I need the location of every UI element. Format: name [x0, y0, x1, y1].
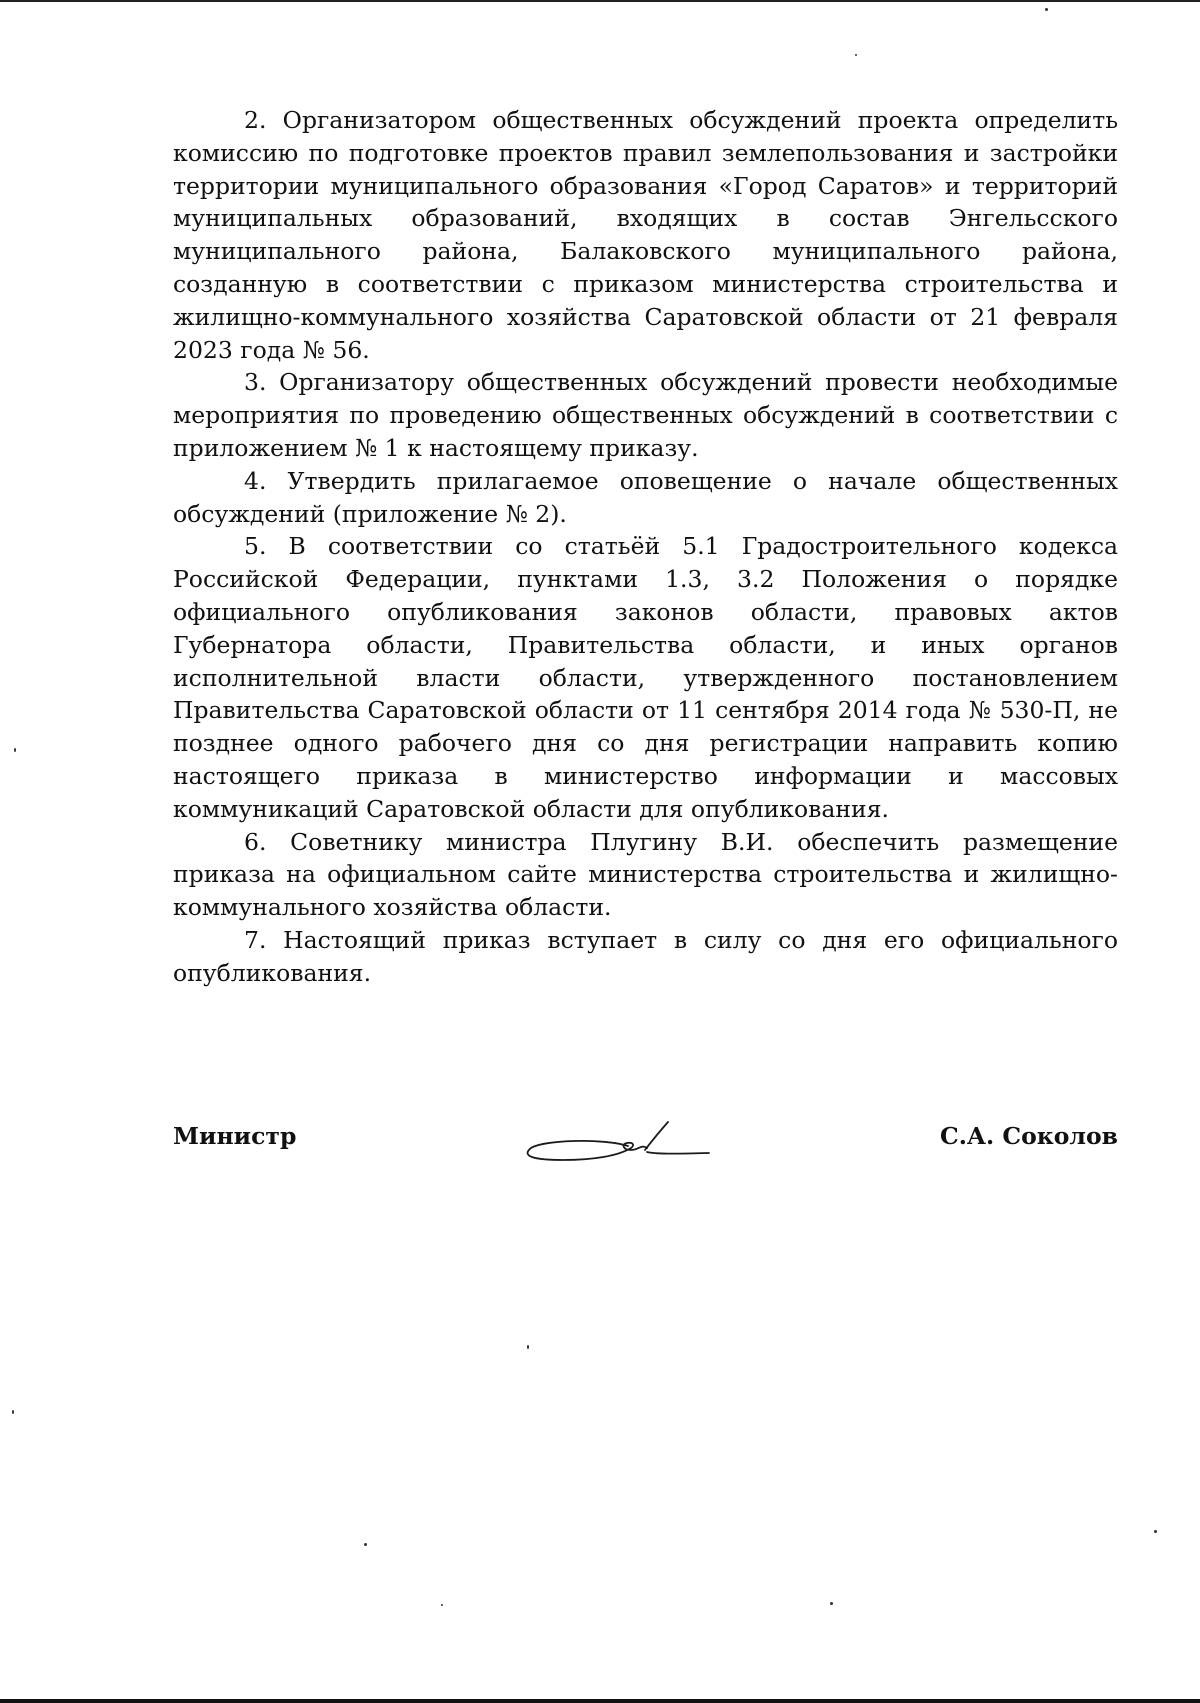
scan-speck	[830, 1602, 833, 1605]
paragraph-2: 2. Организатором общественных обсуждений проекта определить комиссию по подготовке проектов правил землепользования и застройки территории муниципального образования «Город Саратов» и территорий муниципальных образований, входящих в состав Энгельсского муниципального района, Балаковского муниципального района, созданную в соответствии с приказом министерства строительства и жилищно-коммунального хозяйства Саратовской области от 21 февраля 2023 года № 56.	[173, 106, 1118, 364]
signatory-name: С.А. Соколов	[940, 1122, 1118, 1150]
signature-block	[173, 1118, 1118, 1178]
document-body	[173, 104, 1118, 990]
bottom-scan-edge	[0, 1699, 1200, 1703]
position-title: Министр	[173, 1122, 297, 1150]
scan-speck	[364, 1543, 367, 1546]
scan-speck	[1154, 1530, 1157, 1533]
paragraph-7: 7. Настоящий приказ вступает в силу со дня его официального опубликования.	[173, 925, 1118, 987]
top-scan-edge	[0, 0, 1200, 2]
scan-speck	[14, 748, 16, 752]
scan-speck	[12, 1410, 14, 1414]
paragraph-5: 5. В соответствии со статьёй 5.1 Градостроительного кодекса Российской Федерации, пунктами 1.3, 3.2 Положения о порядке официального опубликования законов области, правовых актов Губернатора области, Правительства области, и иных органов исполнительной власти области, утвержденного постановлением Правительства Саратовской области от 11 сентября 2014 года № 530-П, не позднее одного рабочего дня со дня регистрации направить копию настоящего приказа в министерство информации и массовых коммуникаций Саратовской области для опубликования.	[173, 532, 1118, 823]
paragraph-3: 3. Организатору общественных обсуждений провести необходимые мероприятия по проведению общественных обсуждений в соответствии с приложением № 1 к настоящему приказу.	[173, 368, 1118, 462]
scan-speck	[527, 1345, 529, 1349]
paragraph-6: 6. Советнику министра Плугину В.И. обеспечить размещение приказа на официальном сайте министерства строительства и жилищно-коммунального хозяйства области.	[173, 827, 1118, 922]
scan-speck	[855, 54, 857, 56]
paragraph-4: 4. Утвердить прилагаемое оповещение о начале общественных обсуждений (приложение № 2).	[173, 466, 1118, 528]
handwritten-signature	[523, 1118, 723, 1178]
scan-speck	[441, 1604, 443, 1606]
scan-speck	[1045, 8, 1048, 11]
